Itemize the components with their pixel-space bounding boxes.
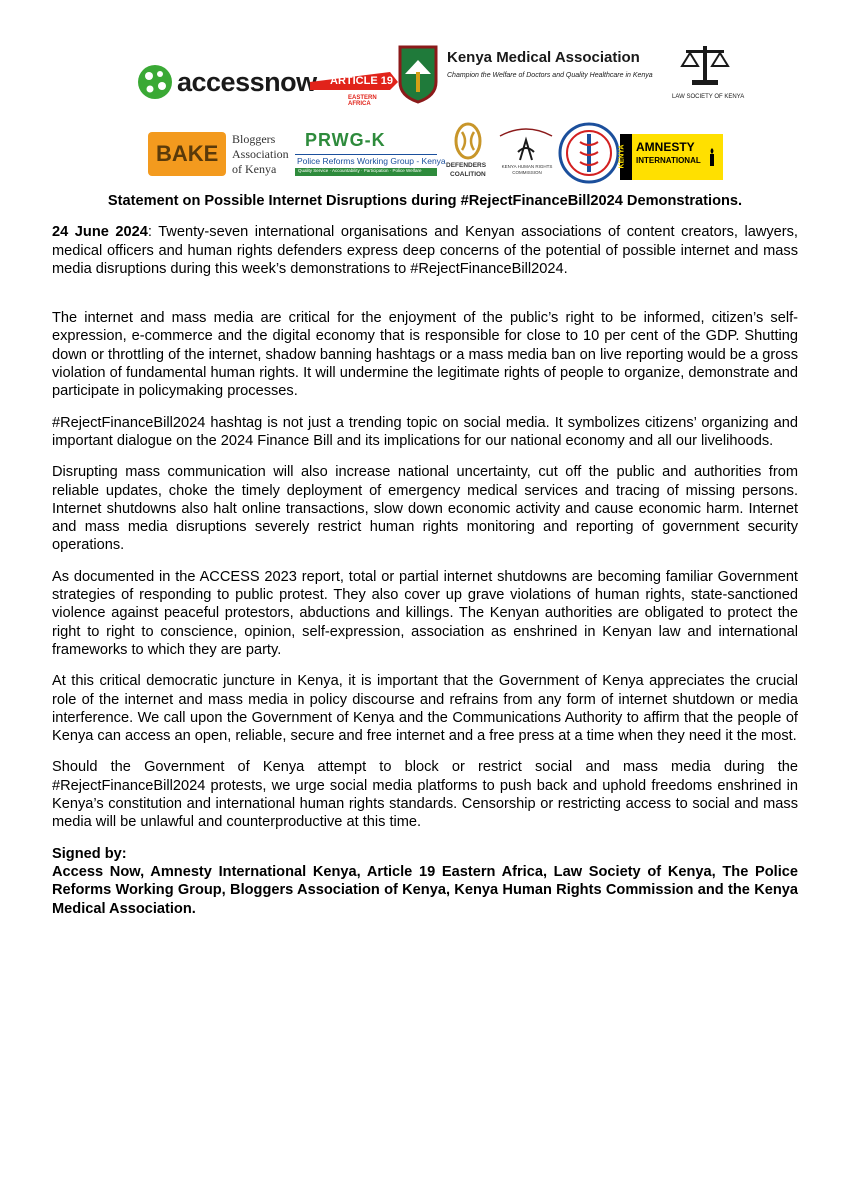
accessnow-logo [135,62,315,102]
amnesty-yellow-box [632,134,723,180]
bake-text-1: Bloggers [232,132,276,146]
prwg-logo [295,130,446,180]
lsk-logo [660,42,750,104]
kma-name: Kenya Medical Association [447,49,640,66]
prwg-mark: PRWG-K [305,130,386,150]
medical-seal-logo [558,122,620,184]
defenders-emblem-icon [453,122,483,160]
amnesty-logo [620,134,723,180]
logo-row-top [135,40,745,110]
prwg-name-bar [295,154,446,168]
defenders-text-1: DEFENDERS [446,162,487,169]
kma-logo [397,44,677,104]
medical-caduceus-seal-icon [558,122,620,184]
prwg-tagline-bar [295,168,437,176]
amnesty-kenya-strip [620,134,632,180]
bake-text-3: of Kenya [232,162,277,176]
bake-text-2: Association [232,147,289,161]
khrc-name: KENYA HUMAN RIGHTS COMMISSION [501,164,553,175]
lsk-label: LAW SOCIETY OF KENYA [672,94,745,100]
paragraph-intro [52,223,798,278]
kma-shield-icon [397,44,439,104]
article19-logo [310,68,400,108]
amnesty-country: KENYA [618,144,626,169]
statement-body [52,192,798,931]
prwg-tagline: Quality Service · Accountability · Participation · Police Welfare [298,168,422,173]
candle-icon [706,148,718,166]
paragraph-2: The internet and mass media are critical for the enjoyment of the public’s right to be informed, citizen’s self-expression, e-commerce and the digital economy that is responsible for close to 10 per cent of the GDP. Shutting down or throttling of the internet, shadow banning hashtags or a mass media ban on live reporting would be a gross violation of fundamental human rights. It will undermine the legitimate rights of people to organize, demonstrate and participate in policymaking processes. [52,310,798,400]
bake-logo [148,130,288,180]
logo-row-bottom [148,122,723,182]
accessnow-wordmark: accessnow [177,67,317,97]
defenders-logo [446,122,490,182]
khrc-emblem-icon [496,122,556,162]
khrc-logo [496,122,558,182]
statement-title: Statement on Possible Internet Disruptions during #RejectFinanceBill2024 Demonstrations. [107,193,743,209]
signed-by-label: Signed by: [52,845,127,862]
scales-of-justice-icon [680,42,730,88]
signatories-list: Access Now, Amnesty International Kenya, Article 19 Eastern Africa, Law Society of Kenya, The Police Reforms Working Group, Bloggers Association of Kenya, Kenya Human Rights Commission and the Kenya Medical Association. [52,863,798,917]
amnesty-text-2: INTERNATIONAL [636,156,701,165]
defenders-text-2: COALITION [450,171,486,178]
paragraph-4: Disrupting mass communication will also increase national uncertainty, cut off the public and authorities from reliable updates, choke the timely deployment of emergency medical services and tracing of missing persons. Internet shutdowns also halt online transactions, slow down economic activity and cause economic harm. Internet and mass media disruptions severely restrict human rights monitoring and reporting of government security operations. [52,464,798,554]
article19-sub: EASTERN AFRICA [348,95,377,107]
kma-tagline: Champion the Welfare of Doctors and Quality Healthcare in Kenya [447,72,653,79]
amnesty-text-1: AMNESTY [636,140,695,154]
statement-date: 24 June 2024 [52,224,148,241]
paragraph-7: Should the Government of Kenya attempt to block or restrict social and mass media during the #RejectFinanceBill2024 protests, we urge social media platforms to push back and uphold freedoms enshrined in Kenya’s constitution and international human rights standards. Censorship or restricting access to social and mass media will be unlawful and counterproductive at this time. [52,759,798,831]
prwg-name: Police Reforms Working Group - Kenya [297,156,446,166]
globe-icon [135,62,175,102]
paragraph-3: #RejectFinanceBill2024 hashtag is not just a trending topic on social media. It symbolizes citizens’ organizing and important dialogue on the 2024 Finance Bill and its implications for our national economy and all our livelihoods. [52,414,798,449]
paragraph-intro-text: : Twenty-seven international organisations and Kenyan associations of content creators, lawyers, medical officers and human rights defenders express deep concerns of the potential of possible internet and mass media disruptions during this week’s demonstrations to #RejectFinanceBill2024. [52,224,798,277]
paragraph-6: At this critical democratic juncture in Kenya, it is important that the Government of Kenya appreciates the crucial role of the internet and mass media in policy discourse and refrains from any form of internet shutdown or media interference. We call upon the Government of Kenya and the Communications Authority to affirm that the people of Kenya can access an open, reliable, secure and free internet and a free press at a time when they need it the most. [52,673,798,745]
article19-label: ARTICLE 19 [330,75,393,87]
bake-mark [148,132,226,176]
paragraph-5: As documented in the ACCESS 2023 report, total or partial internet shutdowns are becoming familiar Government strategies of responding to public protest. They also cover up grave violations of human rights, state-sanctioned violence against peaceful protestors, abductions and killings. The Kenyan authorities are obligated to protect the right to right to conscience, opinion, self-expression, association as enshrined in Kenyan law and international frameworks to which they are party. [52,568,798,658]
bake-mark-text: BAKE [156,141,219,166]
